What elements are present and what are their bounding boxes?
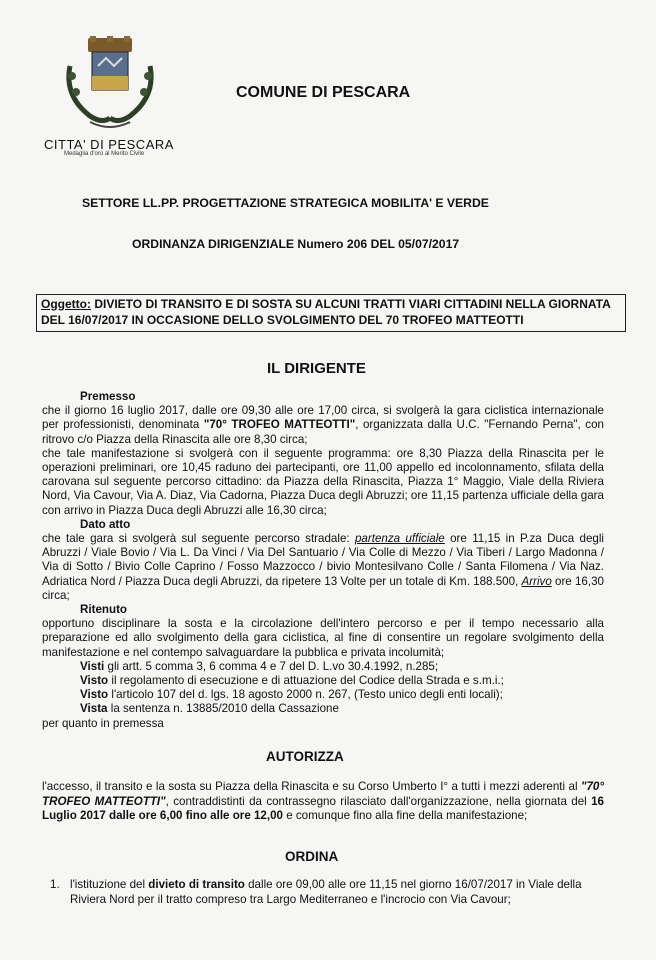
medal-caption: Medaglia d'oro al Merito Civile <box>64 151 145 157</box>
settore-title: SETTORE LL.PP. PROGETTAZIONE STRATEGICA MOBILITA' E VERDE <box>82 196 489 210</box>
visto-line: Visto l'articolo 107 del d. lgs. 18 agosto 2000 n. 267, (Testo unico degli enti locali); <box>80 688 503 702</box>
autorizza-heading: AUTORIZZA <box>266 749 344 764</box>
ordina-item-text: l'istituzione del divieto di transito dalle ore 09,00 alle ore 11,15 nel giorno 16/07/2017 in Viale della Riviera Nord per il tratto compreso tra Largo Mediterraneo e l'incrocio con Via Cavour; <box>70 878 582 906</box>
visto-line: Visto il regolamento di esecuzione e di attuazione del Codice della Strada e s.m.i.; <box>80 674 504 688</box>
autorizza-paragraph: l'accesso, il transito e la sosta su Piazza della Rinascita e su Corso Umberto I° a tutti i mezzi aderenti al "70° TROFEO MATTEOTTI", contraddistinti da contrassegno rilasciato dall'organizzazione, nella giornata del 16 Luglio 2017 dalle ore 6,00 fino alle ore 12,00 e comunque fino alla fine della manifestazione; <box>42 780 604 823</box>
ordinanza-number: ORDINANZA DIRIGENZIALE Numero 206 DEL 05/07/2017 <box>132 237 460 251</box>
ordina-heading: ORDINA <box>285 849 339 864</box>
dato-atto-heading: Dato atto <box>80 517 131 531</box>
vista-line: Vista la sentenza n. 13885/2010 della Cassazione <box>80 702 339 716</box>
ordina-list-item <box>50 878 604 907</box>
oggetto-text: DIVIETO DI TRANSITO E DI SOSTA SU ALCUNI TRATTI VIARI CITTADINI NELLA GIORNATA DEL 16/07/2017 IN OCCASIONE DELLO SVOLGIMENTO DEL 70 TROFEO MATTEOTTI <box>41 297 611 327</box>
city-name: CITTA' DI PESCARA <box>44 137 174 152</box>
oggetto-label: Oggetto: <box>41 297 91 311</box>
premesso-paragraph-1: che il giorno 16 luglio 2017, dalle ore 09,30 alle ore 17,00 circa, si svolgerà la gara ciclistica internazionale per professionisti, denominata "70° TROFEO MATTEOTTI", organizzata dalla U.C. "Fernando Perna", con ritrovo c/o Piazza della Rinascita alle ore 8,30 circa; <box>42 404 604 446</box>
ritenuto-paragraph: opportuno disciplinare la sosta e la circolazione dell'intero percorso e per il tempo necessario alla preparazione ed allo svolgimento della gara ciclistica, al fine di consentire un regolare svolgimento della manifestazione e nel contempo salvaguardare la pubblica e privata incolumità; <box>42 617 604 659</box>
il-dirigente-heading: IL DIRIGENTE <box>267 360 366 377</box>
comune-title: COMUNE DI PESCARA <box>236 84 411 101</box>
ritenuto-heading: Ritenuto <box>80 603 128 617</box>
visti-line: Visti gli artt. 5 comma 3, 6 comma 4 e 7 del D. L.vo 30.4.1992, n.285; <box>80 659 439 673</box>
city-crest-icon <box>60 36 160 140</box>
per-quanto-line: per quanto in premessa <box>42 716 164 730</box>
premesso-paragraph-2: che tale manifestazione si svolgerà con il seguente programma: ore 8,30 Piazza della Rinascita per le operazioni preliminari, ore 10,45 raduno dei partecipanti, ore 11,00 appello ed incolonnamento, sfilata della carovana sul seguente percorso cittadino: da Piazza della Rinascita, Piazza 1° Maggio, Viale della Riviera Nord, Via Cavour, Via A. Diaz, Via Cadorna, Piazza Duca degli Abruzzi; ore 11,15 partenza ufficiale della gara con arrivo in Piazza Duca degli Abruzzi alle 16,30 circa; <box>42 446 604 517</box>
dato-atto-paragraph: che tale gara si svolgerà sul seguente percorso stradale: partenza ufficiale ore 11,15 in P.za Duca degli Abruzzi / Viale Bovio / Via L. Da Vinci / Via Del Santuario / Via Colle di Mezzo / Via Tiberi / Largo Madonna / Via di Sotto / Bivio Colle Caprino / Fosso Mazzocco / bivio Montesilvano Colle / Santa Filomena / Via Naz. Adriatica Nord / Piazza Duca degli Abruzzi, da ripetere 13 Volte per un totale di Km. 188.500, Arrivo ore 16,30 circa; <box>42 532 604 602</box>
list-number: 1. <box>50 878 60 891</box>
oggetto-box <box>36 294 626 332</box>
document-body <box>42 390 604 731</box>
premesso-heading: Premesso <box>80 390 136 403</box>
